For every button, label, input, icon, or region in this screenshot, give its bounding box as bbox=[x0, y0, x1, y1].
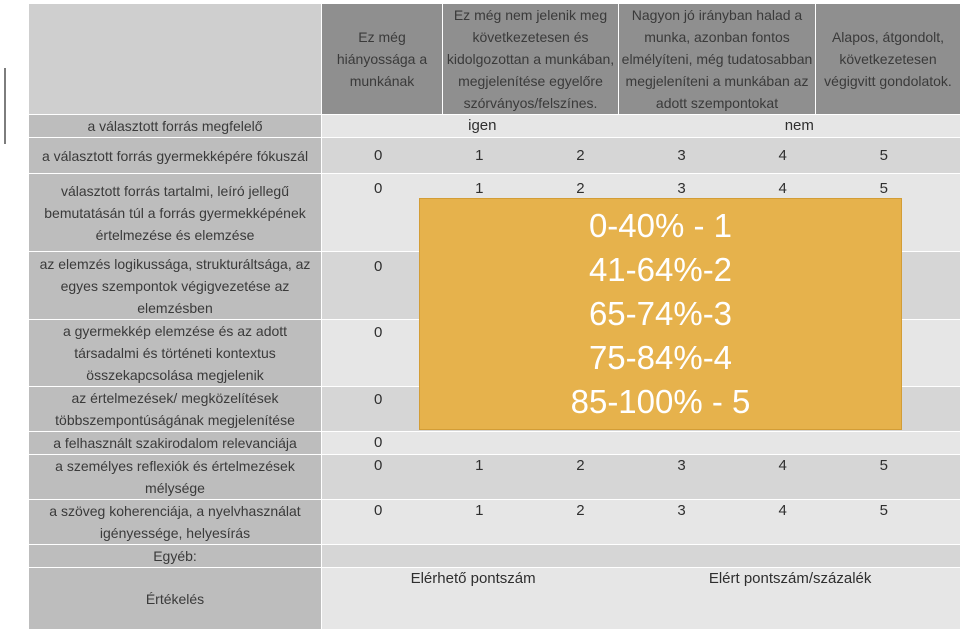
header-deficiency: Ez még hiányossága a munkának bbox=[322, 4, 443, 115]
score-option[interactable]: 1 bbox=[475, 145, 483, 167]
table-row bbox=[29, 138, 960, 174]
header-blank-cell bbox=[29, 4, 322, 115]
evaluation-label: Értékelés bbox=[29, 568, 322, 630]
achieved-points-label: Elért pontszám/százalék bbox=[709, 568, 872, 590]
score-option[interactable]: 2 bbox=[576, 145, 584, 167]
criterion-label: a személyes reflexiók és értelmezések mélysége bbox=[29, 455, 322, 500]
criterion-label: Egyéb: bbox=[29, 545, 322, 568]
criterion-label: az elemzés logikussága, strukturáltsága, az egyes szempontok végigvezetése az elemzésben bbox=[29, 252, 322, 320]
score-option[interactable]: 1 bbox=[475, 178, 483, 200]
table-row bbox=[29, 115, 960, 138]
available-points-label: Elérhető pontszám bbox=[411, 568, 536, 590]
criterion-label: az értelmezések/ megközelítések többszempontúságának megjelenítése bbox=[29, 387, 322, 432]
answer-yes[interactable]: igen bbox=[468, 115, 496, 137]
score-option[interactable]: 2 bbox=[576, 455, 584, 477]
score-option[interactable]: 5 bbox=[880, 178, 888, 200]
header-superficial: Ez még nem jelenik meg következetesen és kidolgozottan a munkában, megjelenítése egyelőre szórványos/felszínes. bbox=[443, 4, 619, 115]
criterion-label: a választott forrás gyermekképére fókuszál bbox=[29, 138, 322, 174]
score-option[interactable]: 5 bbox=[880, 500, 888, 522]
table-row bbox=[29, 455, 960, 500]
score-option[interactable]: 0 bbox=[374, 500, 382, 522]
header-row bbox=[29, 4, 960, 115]
grade-band: 65-74%-3 bbox=[589, 292, 732, 336]
criterion-label: a választott forrás megfelelő bbox=[29, 115, 322, 138]
score-options bbox=[324, 455, 958, 477]
grade-band: 0-40% - 1 bbox=[589, 204, 732, 248]
score-option[interactable]: 4 bbox=[779, 145, 787, 167]
other-input-cell[interactable] bbox=[322, 545, 960, 568]
table-row bbox=[29, 545, 960, 568]
score-option[interactable]: 1 bbox=[475, 500, 483, 522]
score-option[interactable]: 0 bbox=[374, 256, 382, 278]
score-options bbox=[324, 432, 958, 454]
grade-band: 85-100% - 5 bbox=[571, 380, 751, 424]
header-thorough: Alapos, átgondolt, következetesen végigvitt gondolatok. bbox=[816, 4, 960, 115]
criterion-label: a felhasznált szakirodalom relevanciája bbox=[29, 432, 322, 455]
score-options bbox=[324, 178, 958, 200]
score-option[interactable]: 5 bbox=[880, 145, 888, 167]
score-option[interactable]: 0 bbox=[374, 322, 382, 344]
score-option[interactable]: 0 bbox=[374, 455, 382, 477]
points-summary bbox=[324, 568, 958, 590]
score-option[interactable]: 0 bbox=[374, 389, 382, 411]
answer-no[interactable]: nem bbox=[785, 115, 814, 137]
score-option[interactable]: 2 bbox=[576, 500, 584, 522]
score-option[interactable]: 0 bbox=[374, 432, 382, 454]
header-good-direction: Nagyon jó irányban halad a munka, azonban fontos elmélyíteni, még tudatosabban megjeleníteni a munkában az adott szempontokat bbox=[619, 4, 816, 115]
yes-no-answers bbox=[324, 115, 958, 137]
score-option[interactable]: 0 bbox=[374, 178, 382, 200]
score-options bbox=[324, 500, 958, 522]
score-option[interactable]: 4 bbox=[779, 500, 787, 522]
grade-band: 41-64%-2 bbox=[589, 248, 732, 292]
score-option[interactable]: 1 bbox=[475, 455, 483, 477]
score-option[interactable]: 5 bbox=[880, 455, 888, 477]
grading-scale-overlay bbox=[419, 198, 902, 430]
score-option[interactable]: 3 bbox=[677, 455, 685, 477]
criterion-label: a szöveg koherenciája, a nyelvhasználat igényessége, helyesírás bbox=[29, 500, 322, 545]
score-option[interactable]: 4 bbox=[779, 178, 787, 200]
score-options bbox=[324, 145, 958, 167]
score-option[interactable]: 2 bbox=[576, 178, 584, 200]
left-edge-rule bbox=[4, 68, 6, 144]
table-row bbox=[29, 432, 960, 455]
score-option[interactable]: 4 bbox=[779, 455, 787, 477]
table-row bbox=[29, 568, 960, 630]
criterion-label: választott forrás tartalmi, leíró jellegű bemutatásán túl a forrás gyermekképének értelmezése és elemzése bbox=[29, 174, 322, 252]
score-option[interactable]: 3 bbox=[677, 178, 685, 200]
score-option[interactable]: 0 bbox=[374, 145, 382, 167]
table-row bbox=[29, 500, 960, 545]
criterion-label: a gyermekkép elemzése és az adott társadalmi és történeti kontextus összekapcsolása megjelenik bbox=[29, 320, 322, 387]
grade-band: 75-84%-4 bbox=[589, 336, 732, 380]
score-option[interactable]: 3 bbox=[677, 500, 685, 522]
score-option[interactable]: 3 bbox=[677, 145, 685, 167]
